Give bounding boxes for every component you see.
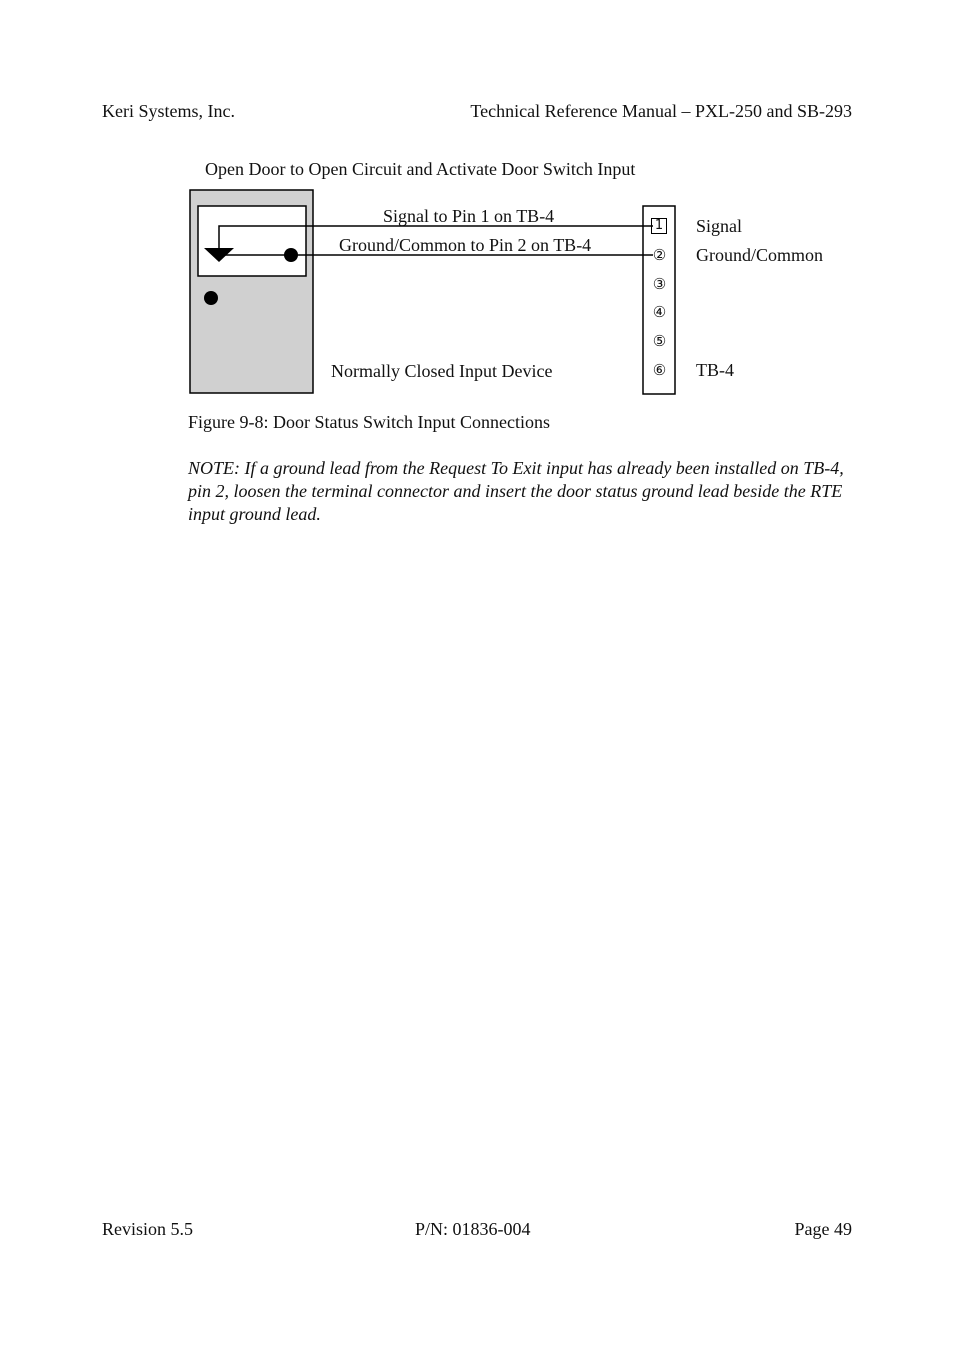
switch-box [198,206,306,276]
footer-page-number: Page 49 [794,1219,852,1239]
footer-revision: Revision 5.5 [102,1219,194,1239]
wire-label-signal: Signal to Pin 1 on TB-4 [383,206,555,226]
terminal-label-ground: Ground/Common [696,245,824,265]
pin-3: ③ [652,275,667,293]
device-label: Normally Closed Input Device [331,361,553,381]
header-manual-title: Technical Reference Manual – PXL-250 and SB-293 [470,101,852,121]
pin-6: ⑥ [652,361,667,379]
indicator-dot [204,291,218,305]
header-company: Keri Systems, Inc. [102,101,235,121]
pin-5: ⑤ [652,332,667,350]
terminal-label-signal: Signal [696,216,743,236]
figure-caption: Figure 9-8: Door Status Switch Input Connections [188,412,550,432]
footer-part-number: P/N: 01836-004 [415,1219,531,1239]
note-paragraph: NOTE: If a ground lead from the Request To Exit input has already been installed on TB-4, pin 2, loosen the terminal connector and insert the door status ground lead beside the RTE input ground lead. [188,458,844,524]
wiring-diagram [180,185,840,400]
diagram-title: Open Door to Open Circuit and Activate Door Switch Input [205,159,636,179]
pin-1: 1 [651,218,667,234]
terminal-block-label: TB-4 [696,360,734,380]
pin-4: ④ [652,303,667,321]
wire-label-ground: Ground/Common to Pin 2 on TB-4 [339,235,592,255]
pin-2: ② [652,246,667,264]
